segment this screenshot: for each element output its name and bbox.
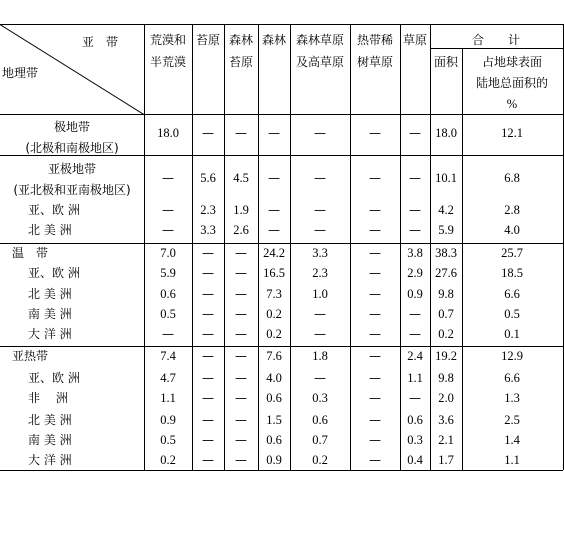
value-cell: 38.3 bbox=[435, 246, 457, 260]
empty-cell: — bbox=[369, 391, 381, 405]
empty-cell: — bbox=[369, 453, 381, 467]
value-cell: 0.2 bbox=[438, 327, 454, 341]
value-cell: 0.4 bbox=[407, 453, 423, 467]
value-cell: 5.9 bbox=[438, 223, 454, 237]
value-cell: 4.0 bbox=[266, 371, 282, 385]
value-cell: 6.6 bbox=[504, 287, 520, 301]
row-label: 大 洋 洲 bbox=[28, 327, 72, 341]
value-cell: 0.7 bbox=[312, 433, 328, 447]
value-cell: 6.8 bbox=[504, 171, 520, 185]
value-cell: 3.6 bbox=[438, 413, 454, 427]
empty-cell: — bbox=[235, 126, 247, 140]
empty-cell: — bbox=[314, 371, 326, 385]
area-header: 面积 bbox=[433, 55, 459, 69]
empty-cell: — bbox=[314, 307, 326, 321]
empty-cell: — bbox=[202, 126, 214, 140]
value-cell: 5.6 bbox=[200, 171, 216, 185]
column-header: 森林草原 bbox=[295, 33, 345, 47]
value-cell: 1.1 bbox=[504, 453, 520, 467]
value-cell: 2.5 bbox=[504, 413, 520, 427]
value-cell: 16.5 bbox=[263, 266, 285, 280]
value-cell: 1.0 bbox=[312, 287, 328, 301]
column-header: 草原 bbox=[402, 33, 428, 47]
column-header-line2: 半荒漠 bbox=[149, 55, 187, 69]
value-cell: 0.9 bbox=[266, 453, 282, 467]
row-label: 南 美 洲 bbox=[28, 307, 72, 321]
column-rule-0 bbox=[144, 24, 145, 470]
value-cell: 24.2 bbox=[263, 246, 285, 260]
empty-cell: — bbox=[369, 203, 381, 217]
value-cell: 0.2 bbox=[266, 307, 282, 321]
value-cell: 9.8 bbox=[438, 371, 454, 385]
total-subheader-rule bbox=[430, 48, 563, 49]
empty-cell: — bbox=[202, 266, 214, 280]
empty-cell: — bbox=[409, 307, 421, 321]
value-cell: 5.9 bbox=[160, 266, 176, 280]
value-cell: 0.2 bbox=[312, 453, 328, 467]
empty-cell: — bbox=[235, 371, 247, 385]
value-cell: 18.0 bbox=[157, 126, 179, 140]
column-rule-6 bbox=[400, 24, 401, 470]
value-cell: 0.3 bbox=[407, 433, 423, 447]
value-cell: 1.1 bbox=[160, 391, 176, 405]
value-cell: 18.5 bbox=[501, 266, 523, 280]
column-header: 荒漠和 bbox=[149, 33, 187, 47]
empty-cell: — bbox=[202, 246, 214, 260]
value-cell: 0.7 bbox=[438, 307, 454, 321]
share-header-line3: % bbox=[506, 97, 518, 111]
value-cell: 9.8 bbox=[438, 287, 454, 301]
value-cell: 0.5 bbox=[504, 307, 520, 321]
value-cell: 2.3 bbox=[312, 266, 328, 280]
empty-cell: — bbox=[235, 327, 247, 341]
value-cell: 18.0 bbox=[435, 126, 457, 140]
row-label: 亚极地带 bbox=[47, 162, 97, 176]
value-cell: 1.7 bbox=[438, 453, 454, 467]
value-cell: 2.4 bbox=[407, 349, 423, 363]
empty-cell: — bbox=[235, 349, 247, 363]
empty-cell: — bbox=[314, 203, 326, 217]
column-header-line2: 树草原 bbox=[356, 55, 394, 69]
value-cell: 1.3 bbox=[504, 391, 520, 405]
value-cell: 2.0 bbox=[438, 391, 454, 405]
section-rule-subpolar bbox=[0, 155, 563, 156]
row-label: 大 洋 洲 bbox=[28, 453, 72, 467]
value-cell: 1.5 bbox=[266, 413, 282, 427]
empty-cell: — bbox=[369, 266, 381, 280]
value-cell: 3.3 bbox=[312, 246, 328, 260]
row-label: 亚、欧 洲 bbox=[28, 266, 80, 280]
empty-cell: — bbox=[369, 287, 381, 301]
value-cell: 0.9 bbox=[407, 287, 423, 301]
value-cell: 19.2 bbox=[435, 349, 457, 363]
row-label: 北 美 洲 bbox=[28, 413, 72, 427]
row-label: 北 美 洲 bbox=[28, 223, 72, 237]
column-header: 森林 bbox=[261, 33, 287, 47]
empty-cell: — bbox=[369, 246, 381, 260]
header-bottom-rule bbox=[0, 114, 563, 115]
empty-cell: — bbox=[235, 246, 247, 260]
row-label: 亚热带 bbox=[12, 349, 49, 363]
row-label: 亚、欧 洲 bbox=[28, 371, 80, 385]
empty-cell: — bbox=[314, 223, 326, 237]
table-bottom-rule bbox=[0, 470, 563, 471]
header-corner-belt: 地理带 bbox=[2, 66, 39, 80]
empty-cell: — bbox=[202, 453, 214, 467]
value-cell: 0.6 bbox=[160, 287, 176, 301]
share-header-line2: 陆地总面积的 bbox=[475, 76, 549, 90]
empty-cell: — bbox=[369, 371, 381, 385]
value-cell: 4.2 bbox=[438, 203, 454, 217]
empty-cell: — bbox=[162, 203, 174, 217]
empty-cell: — bbox=[202, 327, 214, 341]
value-cell: 2.3 bbox=[200, 203, 216, 217]
row-label: 非 洲 bbox=[28, 391, 68, 405]
column-rule-5 bbox=[350, 24, 351, 470]
value-cell: 1.4 bbox=[504, 433, 520, 447]
empty-cell: — bbox=[202, 433, 214, 447]
empty-cell: — bbox=[235, 453, 247, 467]
column-rule-area bbox=[462, 48, 463, 470]
empty-cell: — bbox=[162, 327, 174, 341]
row-label-sub: (北极和南极地区) bbox=[25, 141, 119, 155]
value-cell: 3.8 bbox=[407, 246, 423, 260]
empty-cell: — bbox=[409, 126, 421, 140]
header-corner-zone: 亚 带 bbox=[82, 35, 119, 49]
value-cell: 0.1 bbox=[504, 327, 520, 341]
table-top-rule bbox=[0, 24, 563, 25]
value-cell: 0.3 bbox=[312, 391, 328, 405]
empty-cell: — bbox=[369, 413, 381, 427]
empty-cell: — bbox=[202, 349, 214, 363]
value-cell: 4.5 bbox=[233, 171, 249, 185]
empty-cell: — bbox=[409, 171, 421, 185]
empty-cell: — bbox=[314, 171, 326, 185]
value-cell: 12.1 bbox=[501, 126, 523, 140]
value-cell: 7.3 bbox=[266, 287, 282, 301]
empty-cell: — bbox=[202, 391, 214, 405]
column-rule-3 bbox=[258, 24, 259, 470]
empty-cell: — bbox=[202, 413, 214, 427]
empty-cell: — bbox=[268, 223, 280, 237]
value-cell: 27.6 bbox=[435, 266, 457, 280]
row-label: 南 美 洲 bbox=[28, 433, 72, 447]
column-rule-1 bbox=[192, 24, 193, 470]
empty-cell: — bbox=[369, 349, 381, 363]
empty-cell: — bbox=[369, 327, 381, 341]
column-header: 热带稀 bbox=[356, 33, 394, 47]
value-cell: 0.5 bbox=[160, 433, 176, 447]
value-cell: 6.6 bbox=[504, 371, 520, 385]
value-cell: 1.9 bbox=[233, 203, 249, 217]
empty-cell: — bbox=[369, 307, 381, 321]
empty-cell: — bbox=[369, 223, 381, 237]
column-header: 苔原 bbox=[195, 33, 221, 47]
value-cell: 2.8 bbox=[504, 203, 520, 217]
empty-cell: — bbox=[409, 391, 421, 405]
empty-cell: — bbox=[235, 287, 247, 301]
value-cell: 0.6 bbox=[312, 413, 328, 427]
column-header-line2: 及高草原 bbox=[295, 55, 345, 69]
value-cell: 0.6 bbox=[266, 391, 282, 405]
column-rule-2 bbox=[224, 24, 225, 470]
empty-cell: — bbox=[409, 327, 421, 341]
value-cell: 4.0 bbox=[504, 223, 520, 237]
value-cell: 0.6 bbox=[407, 413, 423, 427]
empty-cell: — bbox=[268, 203, 280, 217]
value-cell: 2.6 bbox=[233, 223, 249, 237]
value-cell: 3.3 bbox=[200, 223, 216, 237]
column-header: 森林 bbox=[228, 33, 254, 47]
value-cell: 12.9 bbox=[501, 349, 523, 363]
value-cell: 2.9 bbox=[407, 266, 423, 280]
empty-cell: — bbox=[235, 433, 247, 447]
value-cell: 0.2 bbox=[266, 327, 282, 341]
value-cell: 7.4 bbox=[160, 349, 176, 363]
value-cell: 1.8 bbox=[312, 349, 328, 363]
empty-cell: — bbox=[409, 203, 421, 217]
value-cell: 0.6 bbox=[266, 433, 282, 447]
empty-cell: — bbox=[162, 223, 174, 237]
empty-cell: — bbox=[409, 223, 421, 237]
section-rule-subtropical bbox=[0, 346, 563, 347]
empty-cell: — bbox=[314, 126, 326, 140]
row-label: 温 带 bbox=[12, 246, 49, 260]
empty-cell: — bbox=[202, 287, 214, 301]
empty-cell: — bbox=[369, 126, 381, 140]
column-rule-4 bbox=[290, 24, 291, 470]
share-header-line1: 占地球表面 bbox=[481, 55, 543, 69]
value-cell: 25.7 bbox=[501, 246, 523, 260]
value-cell: 2.1 bbox=[438, 433, 454, 447]
value-cell: 10.1 bbox=[435, 171, 457, 185]
value-cell: 7.0 bbox=[160, 246, 176, 260]
column-header-line2: 苔原 bbox=[228, 55, 254, 69]
value-cell: 4.7 bbox=[160, 371, 176, 385]
empty-cell: — bbox=[162, 171, 174, 185]
row-label-sub: (亚北极和亚南极地区) bbox=[13, 183, 131, 197]
empty-cell: — bbox=[235, 413, 247, 427]
empty-cell: — bbox=[235, 307, 247, 321]
column-rule-7 bbox=[430, 24, 431, 470]
empty-cell: — bbox=[235, 391, 247, 405]
empty-cell: — bbox=[268, 126, 280, 140]
empty-cell: — bbox=[202, 371, 214, 385]
value-cell: 7.6 bbox=[266, 349, 282, 363]
empty-cell: — bbox=[314, 327, 326, 341]
row-label: 北 美 洲 bbox=[28, 287, 72, 301]
value-cell: 1.1 bbox=[407, 371, 423, 385]
value-cell: 0.9 bbox=[160, 413, 176, 427]
empty-cell: — bbox=[268, 171, 280, 185]
row-label: 极地带 bbox=[53, 120, 91, 134]
empty-cell: — bbox=[369, 171, 381, 185]
section-rule-temperate bbox=[0, 243, 563, 244]
total-header: 合 计 bbox=[471, 33, 521, 47]
value-cell: 0.2 bbox=[160, 453, 176, 467]
empty-cell: — bbox=[369, 433, 381, 447]
empty-cell: — bbox=[235, 266, 247, 280]
empty-cell: — bbox=[202, 307, 214, 321]
value-cell: 0.5 bbox=[160, 307, 176, 321]
row-label: 亚、欧 洲 bbox=[28, 203, 80, 217]
